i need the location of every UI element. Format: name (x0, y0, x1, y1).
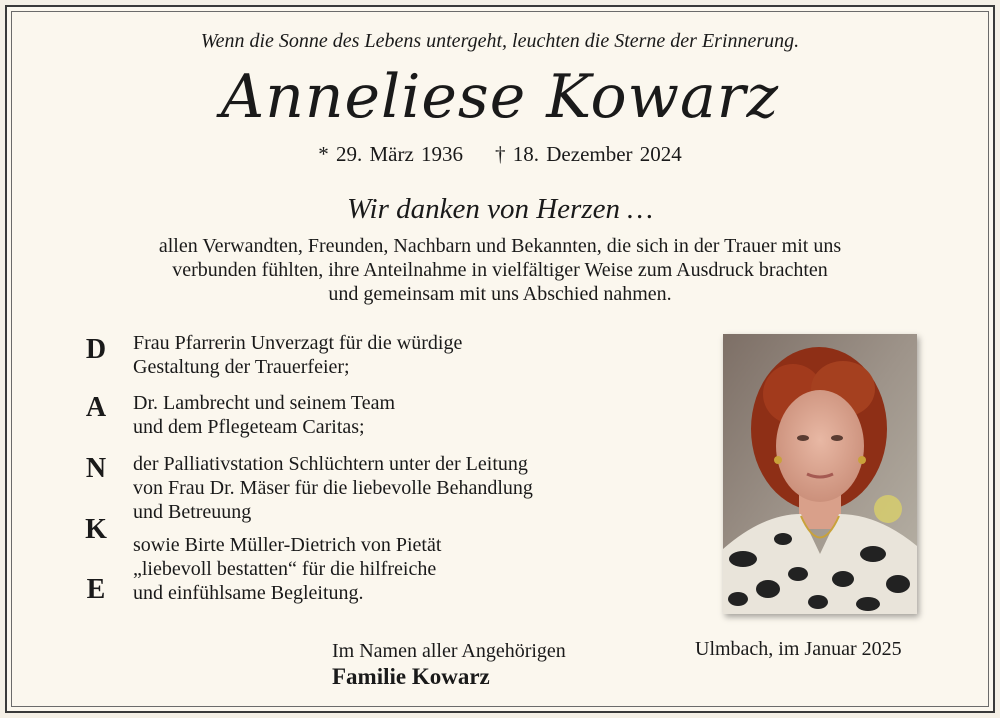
intro-text (40, 234, 960, 306)
thanks-line: der Palliativstation Schlüchtern unter der Leitung (133, 453, 528, 475)
danke-letter-a: A (85, 392, 107, 423)
portrait-image (723, 334, 917, 614)
danke-letter-e: E (86, 574, 106, 605)
thanks-block-palliative (133, 452, 533, 524)
thanks-line: „liebevoll bestatten“ für die hilfreiche (133, 558, 437, 580)
motto: Wenn die Sonne des Lebens untergeht, leuchten die Sterne der Erinnerung. (200, 30, 800, 52)
thanks-block-pastor (133, 331, 462, 379)
life-dates (0, 142, 1000, 167)
thanks-block-doctor (133, 391, 395, 439)
place-date: Ulmbach, im Januar 2025 (695, 638, 902, 660)
signature-line: Im Namen aller Angehörigen (332, 640, 566, 662)
deceased-name: Anneliese Kowarz (220, 62, 780, 132)
thanks-line: und Betreuung (133, 501, 252, 523)
thanks-heading: Wir danken von Herzen … (346, 193, 654, 225)
signature (332, 638, 566, 690)
danke-letter-n: N (85, 453, 107, 484)
portrait-photo (723, 334, 917, 614)
thanks-block-funeral (133, 533, 441, 605)
intro-line: und gemeinsam mit uns Abschied nahmen. (328, 283, 672, 305)
birth-date: * 29. März 1936 (318, 142, 464, 166)
thanks-line: Dr. Lambrecht und seinem Team (133, 392, 396, 414)
thanks-line: Frau Pfarrerin Unverzagt für die würdige (133, 332, 463, 354)
intro-line: verbunden fühlten, ihre Anteilnahme in vielfältiger Weise zum Ausdruck brachten (172, 259, 828, 281)
danke-letter-d: D (85, 334, 107, 365)
death-date: † 18. Dezember 2024 (495, 142, 682, 166)
family-name: Familie Kowarz (332, 664, 490, 689)
thanks-line: Gestaltung der Trauerfeier; (133, 356, 350, 378)
thanks-line: sowie Birte Müller-Dietrich von Pietät (133, 534, 442, 556)
intro-line: allen Verwandten, Freunden, Nachbarn und Bekannten, die sich in der Trauer mit uns (158, 235, 842, 257)
thanks-line: und einfühlsame Begleitung. (133, 582, 364, 604)
danke-letter-k: K (85, 514, 107, 545)
thanks-line: und dem Pflegeteam Caritas; (133, 416, 365, 438)
thanks-line: von Frau Dr. Mäser für die liebevolle Behandlung (133, 477, 533, 499)
